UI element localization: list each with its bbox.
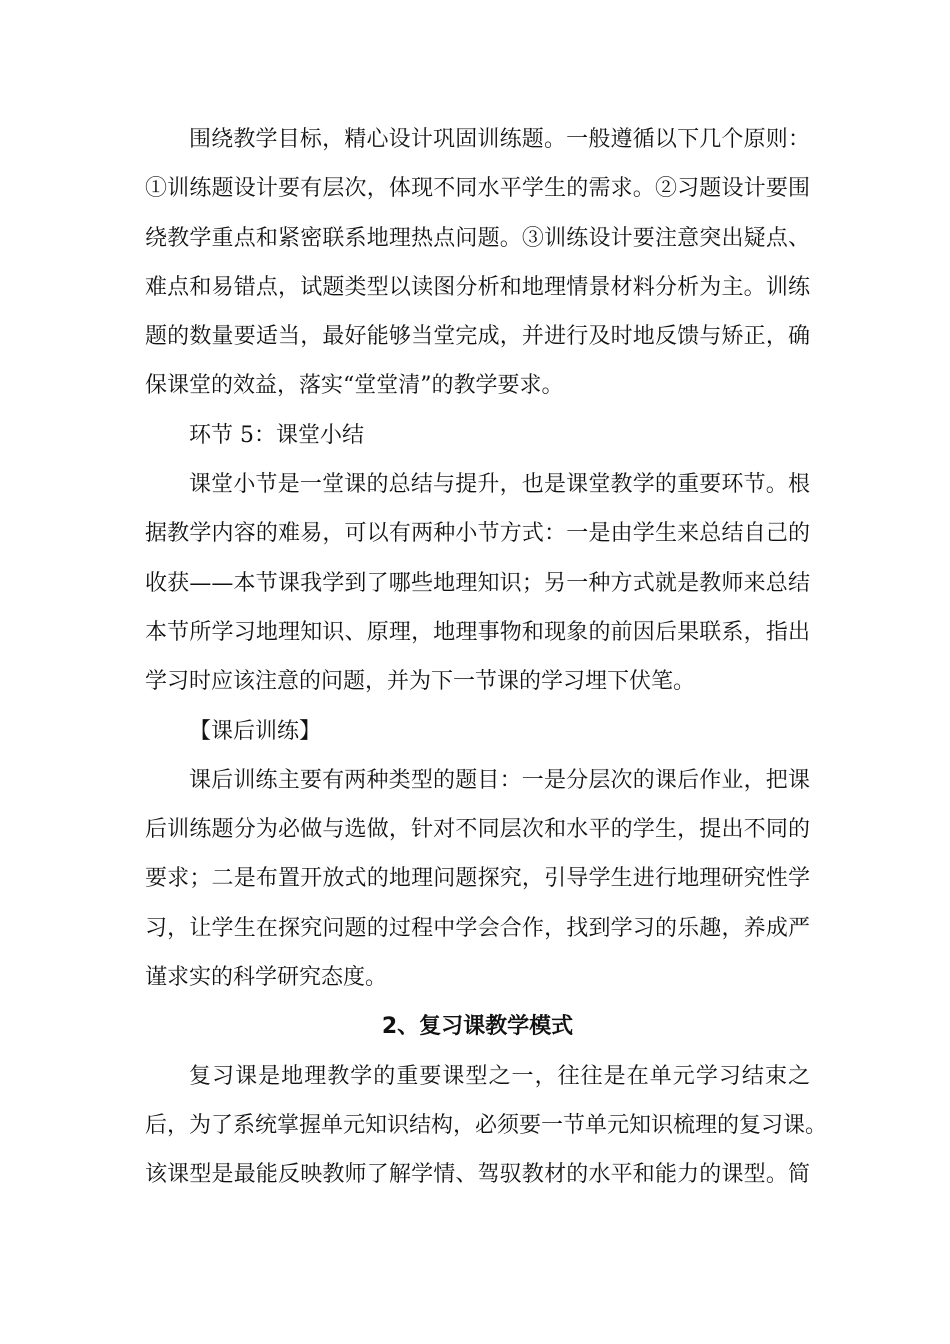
paragraphs-after-heading (145, 1055, 828, 1203)
text-line: 收获——本节课我学到了哪些地理知识；另一种方式就是教师来总结 (145, 570, 810, 596)
text-line: 保课堂的效益，落实“堂堂清”的教学要求。 (145, 373, 564, 399)
text-line: 后训练题分为必做与选做，针对不同层次和水平的学生，提出不同的 (145, 817, 810, 843)
text-line: 课后训练主要有两种类型的题目：一是分层次的课后作业，把课 (189, 767, 810, 793)
text-line: 【课后训练】 (189, 718, 322, 744)
text-line: 学习时应该注意的问题，并为下一节课的学习埋下伏笔。 (145, 669, 696, 695)
section-heading: 2、复习课教学模式 (381, 1014, 574, 1040)
document-body (145, 118, 828, 1203)
text-line: 环节 5：课堂小结 (189, 422, 364, 448)
text-line: 复习课是地理教学的重要课型之一，往往是在单元学习结束之 (189, 1063, 810, 1089)
text-line: 要求；二是布置开放式的地理问题探究，引导学生进行地理研究性学 (145, 866, 810, 892)
text-line: 该课型是最能反映教师了解学情、驾驭教材的水平和能力的课型。简 (145, 1162, 810, 1188)
text-line: 题的数量要适当，最好能够当堂完成，并进行及时地反馈与矫正，确 (145, 324, 810, 350)
text-line: ①训练题设计要有层次，体现不同水平学生的需求。②习题设计要围 (145, 176, 810, 202)
text-line: 据教学内容的难易，可以有两种小节方式：一是由学生来总结自己的 (145, 521, 810, 547)
text-line: 课堂小节是一堂课的总结与提升，也是课堂教学的重要环节。根 (189, 472, 810, 498)
text-line: 绕教学重点和紧密联系地理热点问题。③训练设计要注意突出疑点、 (145, 225, 810, 251)
paragraphs-before-heading (145, 118, 810, 1005)
text-line: 围绕教学目标，精心设计巩固训练题。一般遵循以下几个原则： (189, 127, 810, 152)
text-line: 本节所学习地理知识、原理，地理事物和现象的前因后果联系，指出 (145, 619, 810, 645)
text-line: 习，让学生在探究问题的过程中学会合作，找到学习的乐趣，养成严 (145, 915, 810, 941)
text-line: 后，为了系统掌握单元知识结构，必须要一节单元知识梳理的复习课。 (145, 1112, 828, 1138)
text-line: 难点和易错点，试题类型以读图分析和地理情景材料分析为主。训练 (145, 274, 810, 300)
text-line: 谨求实的科学研究态度。 (145, 965, 388, 991)
